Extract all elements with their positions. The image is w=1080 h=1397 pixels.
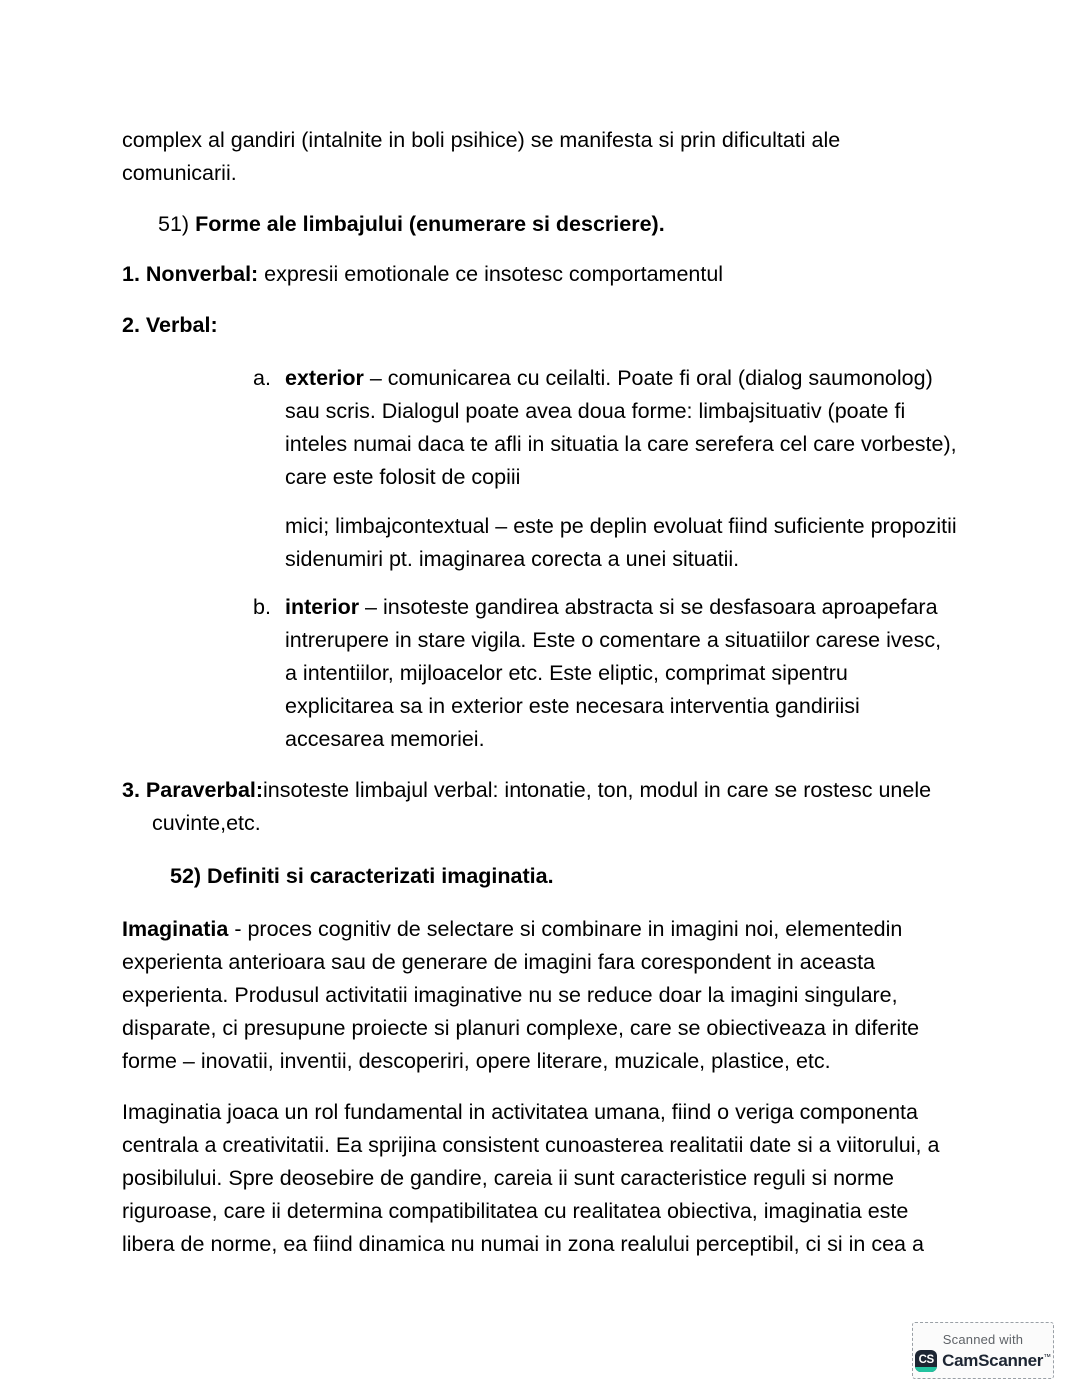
list-item-exterior-block-1 — [285, 362, 957, 494]
list-item-exterior-text-2: mici; limbajcontextual – este pe deplin evoluat fiind suficiente propozitii sidenumiri pt. imaginarea corecta a unei situatii. — [285, 514, 957, 571]
closing-paragraph: Imaginatia joaca un rol fundamental in activitatea umana, fiind o veriga componenta centrala a creativitatii. Ea sprijina consistent cunoasterea realitatii date si a viitorului, a posibilului. Spre deosebire de gandire, careia ii sunt caracteristice reguli si norme riguroase, care ii determina compatibilitatea cu realitatea obiectiva, imaginatia este libera de norme, ea fiind dinamica nu numai in zona realului perceptibil, ci si in cea a — [122, 1100, 940, 1256]
list-item-nonverbal-label: 1. Nonverbal: — [122, 262, 259, 286]
list-item-exterior-text-1: – comunicarea cu ceilalti. Poate fi oral (dialog saumonolog) sau scris. Dialogul poate avea doua forme: limbajsituativ (poate fi inteles numai daca te afli in situatia la care serefera cel care vorbeste), care este folosit de copiii — [285, 366, 957, 489]
definition-paragraph — [122, 913, 958, 1078]
section-heading-52: 52) Definiti si caracterizati imaginatia. — [170, 864, 554, 888]
list-marker-a: a. — [253, 366, 271, 390]
list-item-interior-label: interior — [285, 595, 360, 619]
list-item-verbal-label: 2. Verbal: — [122, 313, 218, 337]
list-item-nonverbal — [122, 258, 958, 291]
watermark-app-name — [942, 1351, 1051, 1371]
heading-51-title: Forme ale limbajului (enumerare si descriere). — [195, 212, 665, 236]
document-content — [122, 124, 958, 1279]
list-item-nonverbal-text: expresii emotionale ce insotesc comportamentul — [258, 262, 724, 286]
intro-paragraph: complex al gandiri (intalnite in boli psihice) se manifesta si prin dificultati ale comunicarii. — [122, 128, 841, 185]
list-marker-b: b. — [253, 595, 271, 619]
sub-list — [122, 362, 958, 756]
definition-text: - proces cognitiv de selectare si combinare in imagini noi, elementedin experienta anterioara sau de generare de imagini fara corespondent in aceasta experienta. Produsul activitatii imaginative nu se reduce doar la imagini singulare, disparate, ci presupune proiecte si planuri complexe, care se obiectiveaza in diferite forme – inovatii, inventii, descoperiri, opere literare, muzicale, plastice, etc. — [122, 917, 920, 1073]
camscanner-watermark — [912, 1322, 1054, 1379]
definition-term: Imaginatia — [122, 917, 229, 941]
watermark-app-name-text: CamScanner — [942, 1350, 1044, 1370]
watermark-brand-row — [915, 1350, 1051, 1372]
camscanner-logo-icon — [915, 1350, 937, 1372]
list-item-verbal — [122, 309, 958, 342]
heading-51-number: 51) — [158, 212, 196, 236]
list-item-paraverbal — [122, 774, 958, 840]
list-item-interior-text-1: – insoteste gandirea abstracta si se desfasoara aproapefara intrerupere in stare vigila. Este o comentare a situatiilor carese ivesc, a intentiilor, mijloacelor etc. Este eliptic, comprimat sipentru explicitarea sa in exterior este necesara interventia gandiriisi accesarea memoriei. — [285, 595, 942, 751]
list-item-exterior-label: exterior — [285, 366, 364, 390]
watermark-scanned-with-label: Scanned with — [942, 1331, 1024, 1347]
section-heading-51 — [158, 208, 958, 241]
list-item-interior — [253, 591, 957, 756]
logo-accent-bar — [915, 1367, 937, 1372]
list-item-exterior — [253, 362, 957, 576]
logo-initials: CS — [918, 1353, 934, 1366]
trademark-symbol: ™ — [1043, 1351, 1051, 1361]
list-item-interior-block-1 — [285, 591, 957, 756]
list-item-paraverbal-label: 3. Paraverbal: — [122, 778, 264, 802]
list-item-paraverbal-text: insoteste limbajul verbal: intonatie, ton, modul in care se rostesc unele cuvinte,etc. — [152, 778, 932, 835]
